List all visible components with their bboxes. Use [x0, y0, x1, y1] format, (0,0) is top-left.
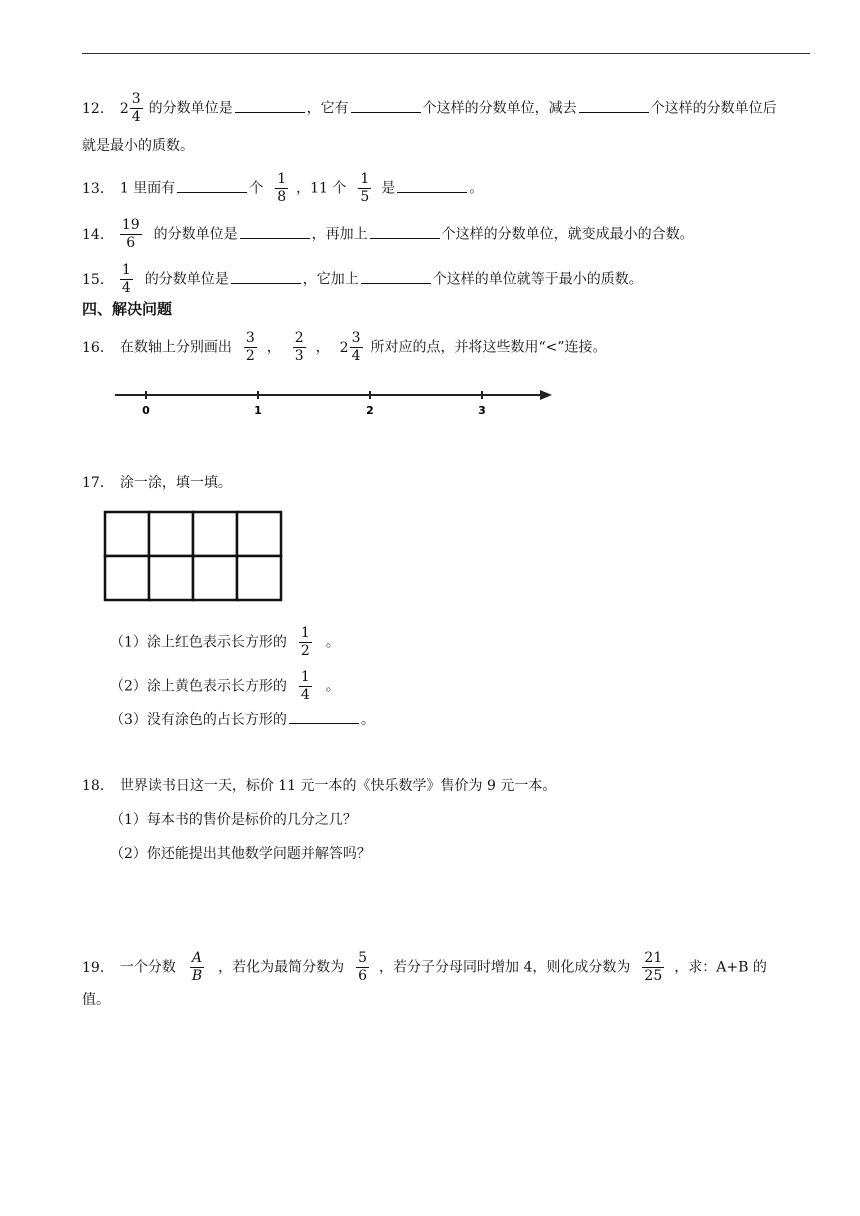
question-12: 12． 2 $\frac{3}{4}$ 的分数单位是 ，它有 个这样的分数单位，减去 个这样的分数单位后	[82, 91, 777, 125]
answer-blank[interactable]	[351, 98, 421, 113]
answer-blank[interactable]	[240, 224, 310, 239]
grid-cell[interactable]	[149, 512, 193, 556]
fraction: $\frac{21}{25}$	[644, 950, 663, 984]
question-19-cont: 值。	[82, 992, 110, 1008]
answer-blank[interactable]	[397, 178, 467, 193]
answer-blank[interactable]	[235, 98, 305, 113]
question-18-part-2: （2）你还能提出其他数学问题并解答吗？	[110, 846, 371, 862]
fraction: $\frac{5}{6}$	[358, 950, 368, 984]
question-number: 13．	[82, 180, 114, 197]
question-14: 14． $\frac{19}{6}$ 的分数单位是 ，再加上 个这样的分数单位，就变成最小的合数。	[82, 217, 694, 251]
grid-cell[interactable]	[237, 556, 281, 600]
answer-blank[interactable]	[579, 98, 649, 113]
question-16: 16． 在数轴上分别画出 $\frac{3}{2}$ ， $\frac{2}{3}$ ， 2 $\frac{3}{4}$ 所对应的点，并将这些数用“<”连接。	[82, 330, 607, 364]
question-15: 15． $\frac{1}{4}$ 的分数单位是 ，它加上 个这样的单位就等于最小的质数。	[82, 262, 643, 296]
mixed-number: 2 $\frac{3}{4}$	[339, 330, 361, 364]
fraction: $\frac{1}{4}$	[121, 262, 131, 296]
question-number: 15．	[82, 271, 114, 288]
fraction: $\frac{1}{4}$	[300, 669, 310, 703]
question-number: 18．	[82, 778, 114, 794]
number-line-tick-label: 3	[478, 404, 486, 417]
fraction: $\frac{3}{4}$	[351, 330, 361, 364]
number-line-tick-label: 1	[254, 404, 262, 417]
grid-cell[interactable]	[193, 556, 237, 600]
fraction: $\frac{19}{6}$	[121, 217, 140, 251]
fraction: $\frac{1}{2}$	[300, 625, 310, 659]
section-heading: 四、解决问题	[82, 300, 173, 318]
answer-blank[interactable]	[231, 269, 301, 284]
answer-blank[interactable]	[177, 178, 247, 193]
answer-blank[interactable]	[361, 269, 431, 284]
grid-cell[interactable]	[105, 556, 149, 600]
fraction: $\frac{1}{5}$	[360, 171, 370, 205]
question-number: 14．	[82, 226, 114, 243]
question-13: 13． 1 里面有 个 $\frac{1}{8}$ ，11 个 $\frac{1}{5}$ 是 。	[82, 171, 484, 205]
grid-cell[interactable]	[149, 556, 193, 600]
question-number: 12．	[82, 100, 114, 117]
number-line-tick-label: 0	[142, 404, 150, 417]
mixed-number: 2 $\frac{3}{4}$	[119, 91, 141, 125]
question-18-part-1: （1）每本书的售价是标价的几分之几？	[110, 812, 357, 828]
answer-blank[interactable]	[370, 224, 440, 239]
fraction: $\frac{3}{4}$	[131, 91, 141, 125]
number-line	[110, 382, 560, 422]
question-12-cont: 就是最小的质数。	[82, 138, 194, 154]
fraction: $\frac{2}{3}$	[294, 330, 304, 364]
number-line-tick-label: 2	[366, 404, 374, 417]
rectangle-grid[interactable]	[103, 510, 285, 603]
number-line-arrow	[540, 390, 552, 400]
question-19: 19． 一个分数 $\frac{A}{B}$ ，若化为最简分数为 $\frac{5}{6}$ ，若分子分母同时增加 4，则化成分数为 $\frac{21}{25}$ ，求：A+B 的	[82, 950, 767, 984]
question-number: 19．	[82, 959, 114, 976]
grid-cell[interactable]	[193, 512, 237, 556]
header-rule	[82, 53, 810, 54]
grid-cell[interactable]	[105, 512, 149, 556]
question-17-part-2: （2）涂上黄色表示长方形的 $\frac{1}{4}$ 。	[110, 669, 340, 703]
fraction: $\frac{A}{B}$	[191, 950, 203, 984]
question-17: 17． 涂一涂，填一填。	[82, 475, 232, 491]
answer-blank[interactable]	[289, 709, 359, 724]
question-number: 17．	[82, 475, 114, 491]
question-number: 16．	[82, 339, 114, 356]
question-17-part-3: （3）没有涂色的占长方形的 。	[110, 709, 375, 730]
fraction: $\frac{3}{2}$	[245, 330, 255, 364]
question-18: 18． 世界读书日这一天，标价 11 元一本的《快乐数学》售价为 9 元一本。	[82, 778, 557, 794]
grid-cell[interactable]	[237, 512, 281, 556]
fraction: $\frac{1}{8}$	[277, 171, 287, 205]
question-17-part-1: （1）涂上红色表示长方形的 $\frac{1}{2}$ 。	[110, 625, 340, 659]
